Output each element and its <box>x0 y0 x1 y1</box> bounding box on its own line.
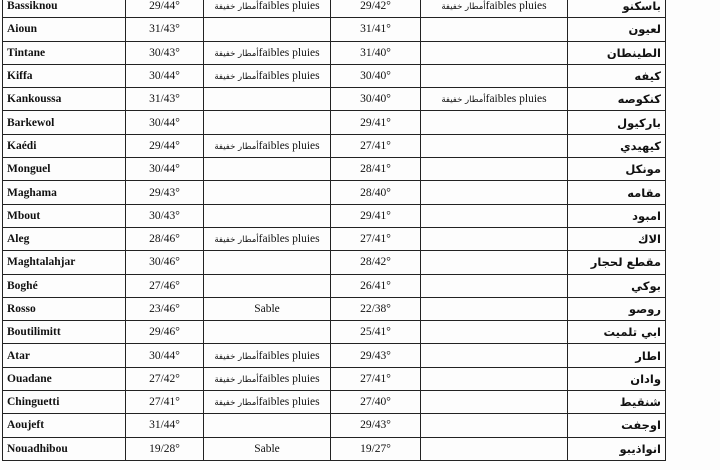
temperature-day1: 30/43° <box>126 41 204 64</box>
city-name-fr: Atar <box>3 344 126 367</box>
condition-day1 <box>204 204 331 227</box>
temperature-day1: 19/28° <box>126 437 204 460</box>
temperature-day1: 27/42° <box>126 367 204 390</box>
temperature-day2: 30/40° <box>331 88 421 111</box>
condition-day2 <box>421 181 568 204</box>
city-name-fr: Maghtalahjar <box>3 251 126 274</box>
condition-day1 <box>204 321 331 344</box>
condition-day1 <box>204 181 331 204</box>
condition-day2-french: faibles pluies <box>485 0 547 13</box>
table-row <box>3 111 666 134</box>
table-row <box>3 274 666 297</box>
condition-day2 <box>421 64 568 87</box>
city-name-arabic: اطار <box>568 344 666 367</box>
condition-day1 <box>204 414 331 437</box>
temperature-day2: 27/40° <box>331 391 421 414</box>
temperature-day2: 27/41° <box>331 367 421 390</box>
condition-day1 <box>204 344 331 367</box>
condition-day1-french: faibles pluies <box>258 70 320 83</box>
condition-day1 <box>204 18 331 41</box>
temperature-day1: 30/44° <box>126 158 204 181</box>
table-row <box>3 297 666 320</box>
city-name-fr: Kaédi <box>3 134 126 157</box>
condition-day2 <box>421 18 568 41</box>
condition-day2 <box>421 344 568 367</box>
temperature-day1: 27/41° <box>126 391 204 414</box>
condition-day2 <box>421 204 568 227</box>
temperature-day1: 29/44° <box>126 0 204 18</box>
city-name-arabic: اوجفت <box>568 414 666 437</box>
temperature-day2: 31/40° <box>331 41 421 64</box>
condition-day1-french: faibles pluies <box>258 372 320 385</box>
temperature-day2: 28/42° <box>331 251 421 274</box>
condition-day1-arabic: أمطار خفيفة <box>214 374 259 385</box>
temperature-day1: 29/43° <box>126 181 204 204</box>
condition-day2 <box>421 41 568 64</box>
table-row <box>3 227 666 250</box>
temperature-day1: 31/43° <box>126 88 204 111</box>
condition-day1 <box>204 367 331 390</box>
city-name-fr: Rosso <box>3 297 126 320</box>
table-row <box>3 321 666 344</box>
condition-day1-arabic: أمطار خفيفة <box>214 72 259 83</box>
temperature-day1: 30/46° <box>126 251 204 274</box>
condition-day2 <box>421 274 568 297</box>
condition-day1-french: faibles pluies <box>258 349 320 362</box>
condition-day2 <box>421 88 568 111</box>
table-row <box>3 414 666 437</box>
table-row <box>3 437 666 460</box>
city-name-fr: Aioun <box>3 18 126 41</box>
temperature-day1: 23/46° <box>126 297 204 320</box>
city-name-fr: Boutilimitt <box>3 321 126 344</box>
condition-day2-arabic: أمطار خفيفة <box>441 95 486 106</box>
weather-forecast-table <box>2 0 666 461</box>
condition-day2 <box>421 437 568 460</box>
temperature-day1: 30/44° <box>126 64 204 87</box>
condition-day1 <box>204 88 331 111</box>
condition-day2-french: faibles pluies <box>485 93 547 106</box>
table-row <box>3 18 666 41</box>
condition-day1 <box>204 297 331 320</box>
condition-day1-french: faibles pluies <box>258 233 320 246</box>
table-row <box>3 158 666 181</box>
condition-day2 <box>421 321 568 344</box>
city-name-arabic: مقطع لحجار <box>568 251 666 274</box>
city-name-arabic: مقامه <box>568 181 666 204</box>
condition-day2 <box>421 391 568 414</box>
city-name-fr: Monguel <box>3 158 126 181</box>
city-name-fr: Kiffa <box>3 64 126 87</box>
condition-day1 <box>204 227 331 250</box>
temperature-day2: 29/43° <box>331 344 421 367</box>
condition-day1-french: Sable <box>254 303 280 315</box>
condition-day2-arabic: أمطار خفيفة <box>441 2 486 13</box>
temperature-day1: 29/46° <box>126 321 204 344</box>
table-row <box>3 344 666 367</box>
condition-day1-arabic: أمطار خفيفة <box>214 2 259 13</box>
city-name-arabic: وادان <box>568 367 666 390</box>
condition-day1-arabic: أمطار خفيفة <box>214 398 259 409</box>
condition-day1 <box>204 134 331 157</box>
condition-day1 <box>204 111 331 134</box>
temperature-day1: 30/44° <box>126 111 204 134</box>
city-name-fr: Ouadane <box>3 367 126 390</box>
condition-day2 <box>421 367 568 390</box>
condition-day1-french: Sable <box>254 442 280 455</box>
city-name-fr: Barkewol <box>3 111 126 134</box>
table-row <box>3 391 666 414</box>
city-name-arabic: انواذيبو <box>568 437 666 460</box>
city-name-arabic: مونكل <box>568 158 666 181</box>
temperature-day2: 29/42° <box>331 0 421 18</box>
condition-day1 <box>204 437 331 460</box>
city-name-fr: Nouadhibou <box>3 437 126 460</box>
condition-day1-french: faibles pluies <box>258 396 320 409</box>
city-name-arabic: الاك <box>568 227 666 250</box>
table-row <box>3 134 666 157</box>
table-row <box>3 88 666 111</box>
table-row <box>3 64 666 87</box>
city-name-fr: Aoujeft <box>3 414 126 437</box>
city-name-arabic: كيفه <box>568 64 666 87</box>
condition-day1-french: faibles pluies <box>258 0 320 13</box>
temperature-day1: 31/43° <box>126 18 204 41</box>
temperature-day1: 27/46° <box>126 274 204 297</box>
condition-day1 <box>204 64 331 87</box>
table-row <box>3 41 666 64</box>
city-name-arabic: كيهيدي <box>568 134 666 157</box>
table-row <box>3 204 666 227</box>
table-row <box>3 181 666 204</box>
temperature-day2: 27/41° <box>331 227 421 250</box>
condition-day2 <box>421 297 568 320</box>
city-name-arabic: امبود <box>568 204 666 227</box>
condition-day1 <box>204 41 331 64</box>
temperature-day2: 30/40° <box>331 64 421 87</box>
condition-day1-arabic: أمطار خفيفة <box>214 48 259 59</box>
temperature-day2: 19/27° <box>331 437 421 460</box>
condition-day2 <box>421 111 568 134</box>
condition-day2 <box>421 134 568 157</box>
city-name-fr: Aleg <box>3 227 126 250</box>
condition-day1 <box>204 251 331 274</box>
city-name-arabic: باسكنو <box>568 0 666 18</box>
condition-day1 <box>204 274 331 297</box>
temperature-day2: 29/41° <box>331 204 421 227</box>
condition-day1-arabic: أمطار خفيفة <box>214 141 259 152</box>
temperature-day2: 28/40° <box>331 181 421 204</box>
condition-day1 <box>204 391 331 414</box>
city-name-arabic: شنقيط <box>568 391 666 414</box>
city-name-fr: Boghé <box>3 274 126 297</box>
table-row <box>3 0 666 18</box>
city-name-fr: Tintane <box>3 41 126 64</box>
table-row <box>3 251 666 274</box>
temperature-day1: 28/46° <box>126 227 204 250</box>
condition-day1 <box>204 0 331 18</box>
temperature-day2: 31/41° <box>331 18 421 41</box>
temperature-day1: 30/44° <box>126 344 204 367</box>
temperature-day1: 29/44° <box>126 134 204 157</box>
city-name-arabic: كنكوصه <box>568 88 666 111</box>
condition-day1 <box>204 158 331 181</box>
condition-day2 <box>421 227 568 250</box>
condition-day2 <box>421 251 568 274</box>
city-name-fr: Bassiknou <box>3 0 126 18</box>
city-name-arabic: روصو <box>568 297 666 320</box>
city-name-arabic: ابي تلميت <box>568 321 666 344</box>
city-name-fr: Chinguetti <box>3 391 126 414</box>
city-name-arabic: باركيول <box>568 111 666 134</box>
temperature-day2: 22/38° <box>331 297 421 320</box>
condition-day1-french: faibles pluies <box>258 46 320 59</box>
temperature-day2: 26/41° <box>331 274 421 297</box>
condition-day2 <box>421 0 568 18</box>
temperature-day2: 29/41° <box>331 111 421 134</box>
condition-day1-arabic: أمطار خفيفة <box>214 351 259 362</box>
condition-day2 <box>421 414 568 437</box>
city-name-arabic: بوكي <box>568 274 666 297</box>
condition-day2 <box>421 158 568 181</box>
city-name-arabic: لعيون <box>568 18 666 41</box>
table-body <box>3 0 666 460</box>
table-row <box>3 367 666 390</box>
city-name-fr: Maghama <box>3 181 126 204</box>
condition-day1-french: faibles pluies <box>258 139 320 152</box>
temperature-day1: 31/44° <box>126 414 204 437</box>
temperature-day1: 30/43° <box>126 204 204 227</box>
temperature-day2: 25/41° <box>331 321 421 344</box>
city-name-arabic: الطينطان <box>568 41 666 64</box>
temperature-day2: 27/41° <box>331 134 421 157</box>
city-name-fr: Mbout <box>3 204 126 227</box>
city-name-fr: Kankoussa <box>3 88 126 111</box>
condition-day1-arabic: أمطار خفيفة <box>214 235 259 246</box>
temperature-day2: 28/41° <box>331 158 421 181</box>
temperature-day2: 29/43° <box>331 414 421 437</box>
